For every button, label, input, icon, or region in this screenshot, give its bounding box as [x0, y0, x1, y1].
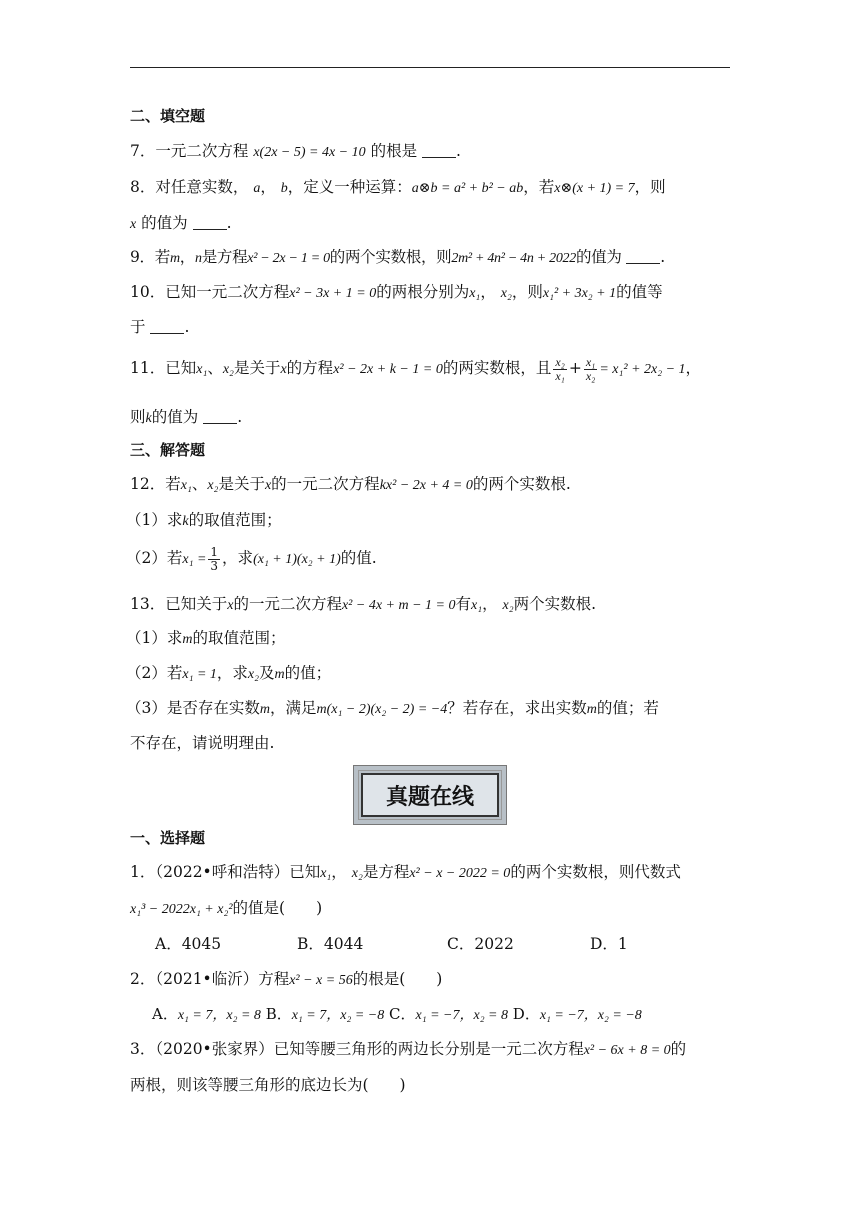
fraction: $\frac{\text{x₁}}{\text{x₂}}$: [585, 354, 596, 383]
choice-3-stem: 3．（2020•张家界）已知等腰三角形的两边长分别是一元二次方程x² − 6x + 8 = 0的: [130, 1040, 687, 1058]
question-7: 7．一元二次方程 x(2x − 5) = 4x − 10 的根是 .: [130, 142, 461, 160]
section-heading-answer: 三、解答题: [130, 441, 206, 459]
choice-1-stem: 1．（2022•呼和浩特）已知x₁， x₂是方程x² − x − 2022 = 0的两个实数根，则代数式: [130, 863, 681, 881]
answer-blank[interactable]: [150, 318, 184, 334]
question-13-part-3-line-2: 不存在，请说明理由.: [130, 734, 275, 752]
choice-1-stem-line-2: x₁³ − 2022x₁ + x₂²的值是( ): [130, 899, 323, 917]
option-a[interactable]: A．x₁ = 7，x₂ = 8: [152, 1005, 261, 1023]
question-9: 9．若m，n是方程x² − 2x − 1 = 0的两个实数根，则2m² + 4n² − 4n + 2022的值为 .: [130, 248, 665, 266]
section-heading-choice: 一、选择题: [130, 829, 206, 847]
fraction: $\frac{\text{x₂}}{\text{x₁}}$: [555, 354, 565, 383]
answer-blank[interactable]: [422, 142, 456, 158]
choice-2-options: [152, 1004, 642, 1026]
question-12-part-1: （1）求k的取值范围；: [126, 511, 282, 529]
option-b[interactable]: B．4044: [297, 935, 364, 953]
question-13-part-2: （2）若x₁ = 1，求x₂及m的值；: [126, 664, 332, 682]
option-b[interactable]: B．x₁ = 7，x₂ = −8: [265, 1005, 385, 1023]
header-rule: [130, 67, 730, 68]
question-11-line-1: 11．已知x₁、x₂是关于x的方程x² − 2x + k − 1 = 0的两实数根，且 $\frac{\text{x₂}}{\text{x₁}}$ + $\frac{\text{x₁}}{\text{x₂}}$ = x₁² + 2x₂ − 1，: [130, 354, 702, 383]
option-a[interactable]: A．4045: [155, 935, 222, 953]
answer-blank[interactable]: [203, 408, 237, 424]
banner-title: 真题在线: [361, 773, 499, 817]
question-13-stem: 13．已知关于x的一元二次方程x² − 4x + m − 1 = 0有x₁， x₂两个实数根.: [130, 595, 597, 613]
choice-3-stem-line-2: 两根，则该等腰三角形的底边长为( ): [130, 1076, 406, 1094]
choice-2-stem: 2．（2021•临沂）方程x² − x = 56的根是( ): [130, 970, 443, 988]
question-12-stem: 12．若x₁、x₂是关于x的一元二次方程kx² − 2x + 4 = 0的两个实数根.: [130, 475, 571, 493]
answer-blank[interactable]: [193, 214, 227, 230]
section-banner: [353, 765, 507, 825]
fraction: $\frac{1}{3}$: [210, 544, 219, 573]
question-10-line-2: 于 .: [130, 318, 190, 336]
question-8-line-1: 8．对任意实数， a， b，定义一种运算：a⊗b = a² + b² − ab，若x⊗(x + 1) = 7，则: [130, 178, 666, 196]
option-c[interactable]: C．2022: [447, 935, 514, 953]
question-8-line-2: x 的值为 .: [130, 214, 232, 232]
answer-blank[interactable]: [626, 248, 660, 264]
option-c[interactable]: C．x₁ = −7，x₂ = 8: [389, 1005, 509, 1023]
question-10-line-1: 10．已知一元二次方程x² − 3x + 1 = 0的两根分别为x₁， x₂，则x₁² + 3x₂ + 1的值等: [130, 283, 663, 301]
section-heading-fill-blank: 二、填空题: [130, 107, 206, 125]
choice-1-options: [155, 934, 628, 954]
question-12-part-2: （2）若x₁ = $\frac{1}{3}$ ，求(x₁ + 1)(x₂ + 1)的值.: [126, 544, 377, 573]
option-d[interactable]: D．1: [590, 935, 628, 953]
question-11-line-2: 则k的值为 .: [130, 408, 243, 426]
question-13-part-1: （1）求m的取值范围；: [126, 629, 286, 647]
question-13-part-3: （3）是否存在实数m，满足m(x₁ − 2)(x₂ − 2) = −4？若存在，求出实数m的值；若: [126, 699, 659, 717]
option-d[interactable]: D．x₁ = −7，x₂ = −8: [512, 1005, 642, 1023]
